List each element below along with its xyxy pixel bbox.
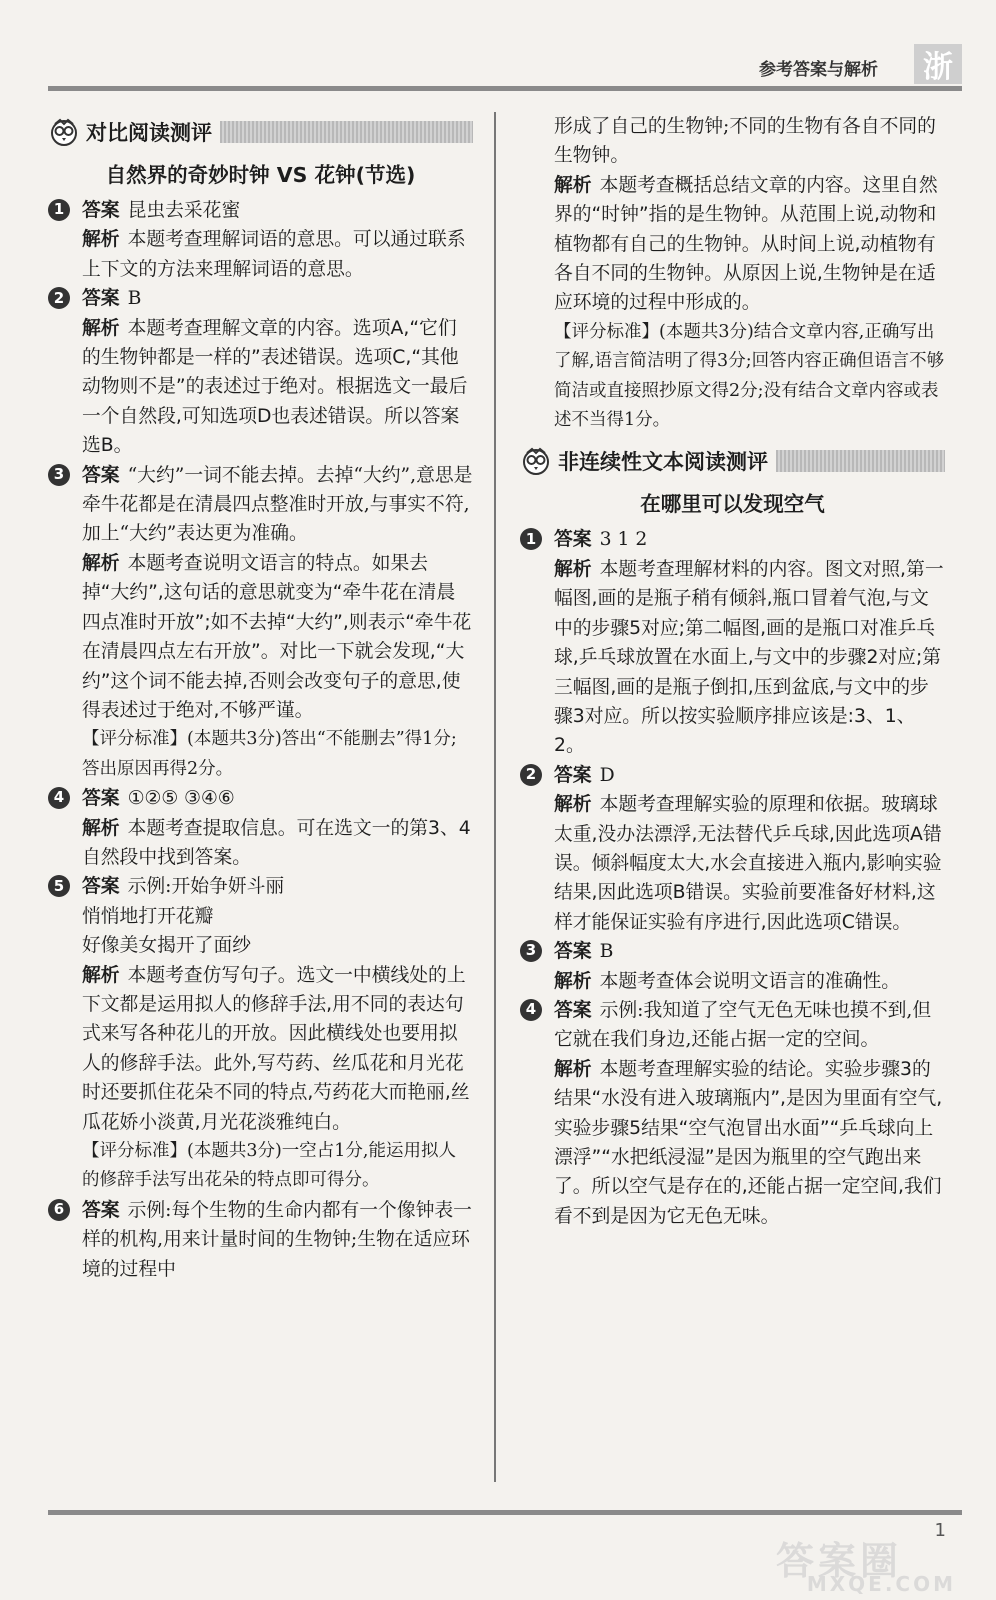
- question-item: [48, 284, 473, 460]
- answer-line: 悄悄地打开花瓣: [82, 905, 214, 927]
- question-item: [48, 461, 473, 784]
- question-number: 5: [48, 875, 70, 897]
- scoring-standard: 【评分标准】(本题共3分)结合文章内容,正确写出了解,语言简洁明了得3分;回答内容正确但语言不够简洁或直接照抄原文得2分;没有结合文章内容或表述不当得1分。: [554, 321, 945, 431]
- top-divider: [48, 86, 962, 91]
- answer-text: “大约”一词不能去掉。去掉“大约”,意思是牵牛花都是在清晨四点整准时开放,与事实不符,加上“大约”表达更为准确。: [82, 464, 473, 545]
- page-number: 1: [934, 1520, 946, 1541]
- section-bar: [220, 121, 473, 143]
- analysis-text: 本题考查说明文语言的特点。如果去掉“大约”,这句话的意思就变为“牵牛花在清晨四点准时开放”;如不去掉“大约”,则表示“牵牛花在清晨四点左右开放”。对比一下就会发现,“大约”这个词不能去掉,否则会改变句子的意思,使得表述过于绝对,不够严谨。: [82, 552, 472, 721]
- analysis-label: 解析: [82, 552, 120, 574]
- analysis-label: 解析: [82, 229, 120, 251]
- answer-text: 昆虫去采花蜜: [127, 200, 241, 221]
- analysis-label: 解析: [82, 317, 120, 339]
- header-title: 参考答案与解析: [759, 60, 878, 80]
- article-title: 自然界的奇妙时钟 VS 花钟(节选): [105, 163, 416, 187]
- analysis-text: 本题考查仿写句子。选文一中横线处的上下文都是运用拟人的修辞手法,用不同的表达句式来写各种花儿的开放。因此横线处也要用拟人的修辞手法。此外,写芍药、丝瓜花和月光花时还要抓住花朵不同的特点,芍药花大而艳丽,丝瓜花娇小淡黄,月光花淡雅纯白。: [82, 964, 470, 1133]
- analysis-label: 解析: [82, 817, 120, 839]
- question-item: [520, 761, 945, 937]
- question-number: 2: [520, 764, 542, 786]
- answer-label: 答案: [554, 999, 592, 1021]
- answer-text: 示例:我知道了空气无色无味也摸不到,但它就在我们身边,还能占据一定的空间。: [554, 999, 932, 1051]
- answer-continued: 形成了自己的生物钟;不同的生物有各自不同的生物钟。: [554, 116, 936, 167]
- analysis-text: 本题考查提取信息。可在选文一的第3、4自然段中找到答案。: [82, 817, 471, 868]
- analysis-label: 解析: [82, 964, 120, 986]
- answer-text: B: [599, 941, 614, 963]
- answer-line: 示例:开始争妍斗丽: [127, 876, 285, 898]
- scoring-standard: 【评分标准】(本题共3分)答出“不能删去”得1分;答出原因再得2分。: [82, 729, 457, 779]
- answer-line: 好像美女揭开了面纱: [82, 935, 252, 957]
- analysis-text: 本题考查概括总结文章的内容。这里自然界的“时钟”指的是生物钟。从范围上说,动物和植物都有自己的生物钟。从时间上说,动植物有各自不同的生物钟。从原因上说,生物钟是在适应环境的过程中形成的。: [554, 174, 938, 314]
- province-badge: 浙: [914, 44, 962, 84]
- section-header: [520, 441, 945, 481]
- column-divider: [494, 112, 496, 1482]
- left-column: [48, 112, 473, 1284]
- watermark-logo: [776, 1530, 956, 1596]
- section-title: 对比阅读测评: [86, 121, 212, 145]
- question-number: 3: [520, 940, 542, 962]
- answer-label: 答案: [82, 464, 120, 486]
- answer-label: 答案: [554, 764, 592, 786]
- question-item: [520, 937, 945, 996]
- analysis-label: 解析: [554, 794, 592, 816]
- analysis-label: 解析: [554, 970, 592, 992]
- question-item: [48, 196, 473, 284]
- answer-label: 答案: [554, 529, 592, 551]
- owl-icon: [48, 116, 80, 148]
- analysis-label: 解析: [554, 558, 592, 580]
- answer-label: 答案: [82, 1199, 120, 1221]
- question-item: [520, 525, 945, 760]
- section-title: 非连续性文本阅读测评: [558, 450, 768, 475]
- question-number: 6: [48, 1199, 70, 1221]
- watermark-site: MXQE.COM: [806, 1572, 956, 1596]
- section-bar: [776, 450, 945, 472]
- question-number: 1: [520, 528, 542, 550]
- analysis-text: 本题考查理解材料的内容。图文对照,第一幅图,画的是瓶子稍有倾斜,瓶口冒着气泡,与文中的步骤5对应;第二幅图,画的是瓶口对准乒乓球,乒乓球放置在水面上,与文中的步骤2对应;第三幅图,画的是瓶子倒扣,压到盆底,与文中的步骤3对应。所以按实验顺序排应该是:3、1、2。: [554, 558, 944, 757]
- question-item: [48, 872, 473, 1195]
- answer-text: ①②⑤ ③④⑥: [127, 788, 235, 810]
- question-number: 4: [520, 999, 542, 1021]
- right-column: [520, 112, 945, 1231]
- question-number: 1: [48, 199, 70, 221]
- question-number: 4: [48, 787, 70, 809]
- question-number: 2: [48, 287, 70, 309]
- section-header: [48, 112, 473, 152]
- question-item: [520, 996, 945, 1231]
- answer-label: 答案: [82, 200, 120, 221]
- answer-text: D: [599, 764, 615, 786]
- question-number: 3: [48, 464, 70, 486]
- answer-label: 答案: [82, 288, 120, 310]
- answer-text: 示例:每个生物的生命内都有一个像钟表一样的机构,用来计量时间的生物钟;生物在适应环境的过程中: [82, 1199, 472, 1280]
- owl-icon: [520, 445, 552, 477]
- analysis-text: 本题考查理解文章的内容。选项A,“它们的生物钟都是一样的”表述错误。选项C,“其他动物则不是”的表述过于绝对。根据选文一最后一个自然段,可知选项D也表述错误。所以答案选B。: [82, 317, 468, 457]
- analysis-label: 解析: [554, 174, 592, 196]
- continued-answer: [520, 112, 945, 435]
- article-title: 在哪里可以发现空气: [640, 492, 825, 517]
- answer-label: 答案: [554, 941, 592, 963]
- analysis-text: 本题考查理解实验的原理和依据。玻璃球太重,没办法漂浮,无法替代乒乓球,因此选项A错误。倾斜幅度太大,水会直接进入瓶内,影响实验结果,因此选项B错误。实验前要准备好材料,这样才能保证实验有序进行,因此选项C错误。: [554, 794, 942, 933]
- question-item: [48, 1196, 473, 1284]
- analysis-text: 本题考查理解词语的意思。可以通过联系上下文的方法来理解词语的意思。: [82, 229, 466, 280]
- watermark-text: 答案圈: [776, 1539, 903, 1583]
- answer-label: 答案: [82, 788, 120, 810]
- analysis-label: 解析: [554, 1058, 592, 1080]
- analysis-text: 本题考查体会说明文语言的准确性。: [599, 970, 901, 992]
- answer-text: 3 1 2: [599, 529, 648, 551]
- answer-label: 答案: [82, 876, 120, 898]
- bottom-divider: [48, 1510, 962, 1515]
- analysis-text: 本题考查理解实验的结论。实验步骤3的结果“水没有进入玻璃瓶内”,是因为里面有空气,实验步骤5结果“空气泡冒出水面”“乒乓球向上漂浮”“水把纸浸湿”是因为瓶里的空气跑出来了。所以空气是存在的,还能占据一定空间,我们看不到是因为它无色无味。: [554, 1058, 943, 1227]
- answer-text: B: [127, 288, 142, 310]
- scoring-standard: 【评分标准】(本题共3分)一空占1分,能运用拟人的修辞手法写出花朵的特点即可得分。: [82, 1141, 456, 1191]
- question-item: [48, 784, 473, 872]
